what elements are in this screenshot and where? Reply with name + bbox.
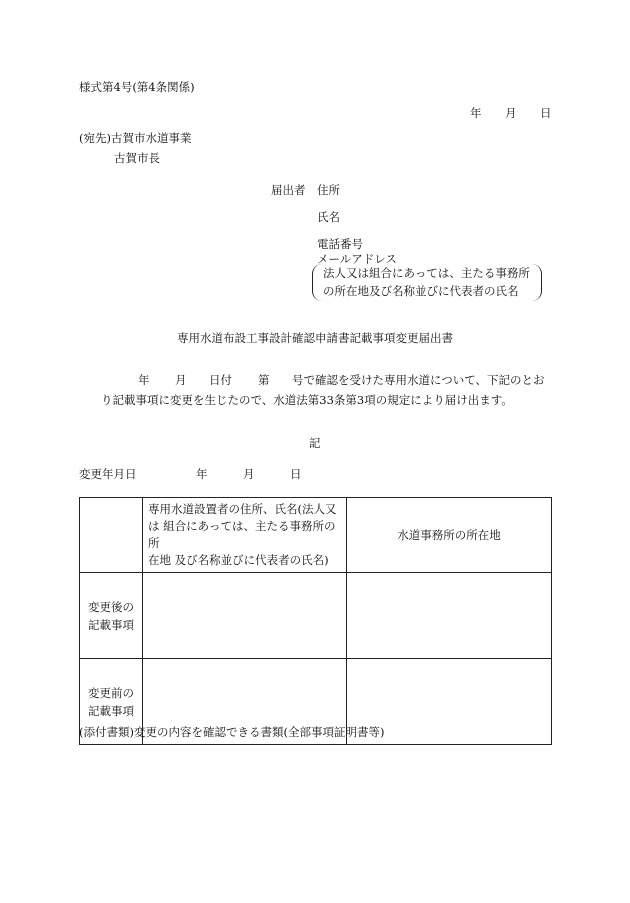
- row-before-label-line: 記載事項: [88, 703, 134, 718]
- row-before-label-line: 変更前の: [88, 685, 134, 700]
- change-date-year: 年: [196, 467, 208, 481]
- date-day-label: 日: [540, 106, 552, 120]
- change-date-label: 変更年月日: [79, 467, 137, 481]
- document-title: 専用水道布設工事設計確認申請書記載事項変更届出書: [177, 331, 453, 345]
- applicant-phone-label: 電話番号: [317, 237, 363, 251]
- header-col1-line: 在地 及び名称並びに代表者の氏名): [148, 553, 329, 567]
- row-after-label: [80, 573, 143, 659]
- row-after-label-line: 記載事項: [88, 617, 134, 632]
- table-header-col2: 水道事務所の所在地: [347, 498, 552, 573]
- applicant-note-line2: の所在地及び名称並びに代表者の氏名: [323, 284, 519, 298]
- applicant-address-label: 住所: [317, 183, 340, 197]
- applicant-label: 届出者: [271, 183, 306, 197]
- ki-mark: 記: [309, 436, 321, 450]
- header-col1-line: 専用水道設置者の住所、氏名(法人又: [148, 502, 337, 516]
- date-year-label: 年: [470, 106, 482, 120]
- body-line2: り記載事項に変更を生じたので、水道法第33条第3項の規定により届け出ます。: [101, 393, 513, 407]
- body-year: 年: [138, 373, 150, 387]
- applicant-email-label: メールアドレス: [317, 252, 397, 266]
- table-header-col1: [143, 498, 347, 573]
- date-month-label: 月: [505, 106, 517, 120]
- change-table: [79, 497, 552, 745]
- table-corner-cell: [80, 498, 143, 573]
- table-header-row: [80, 498, 552, 573]
- addressee-org: (宛先)古賀市水道事業: [79, 131, 192, 145]
- attachment-note: (添付書類)変更の内容を確認できる書類(全部事項証明書等): [79, 725, 385, 739]
- form-number: 様式第4号(第4条関係): [79, 80, 195, 94]
- addressee-title: 古賀市長: [114, 151, 160, 165]
- body-number-prefix: 第: [258, 373, 270, 387]
- table-row-after: [80, 573, 552, 659]
- row-after-col1-input[interactable]: [143, 573, 347, 659]
- body-day: 日付: [209, 373, 232, 387]
- body-month: 月: [175, 373, 187, 387]
- body-line1-rest: 号で確認を受けた専用水道について、下記のとお: [292, 373, 545, 387]
- applicant-note-line1: 法人又は組合にあっては、主たる事務所: [323, 266, 530, 280]
- row-after-label-line: 変更後の: [88, 599, 134, 614]
- change-date-month: 月: [243, 467, 255, 481]
- row-after-col2-input[interactable]: [347, 573, 552, 659]
- applicant-note-bracket: [312, 264, 542, 301]
- header-col1-line: は 組合にあっては、主たる事務所の所: [148, 519, 336, 550]
- change-date-day: 日: [290, 467, 302, 481]
- applicant-name-label: 氏名: [317, 210, 340, 224]
